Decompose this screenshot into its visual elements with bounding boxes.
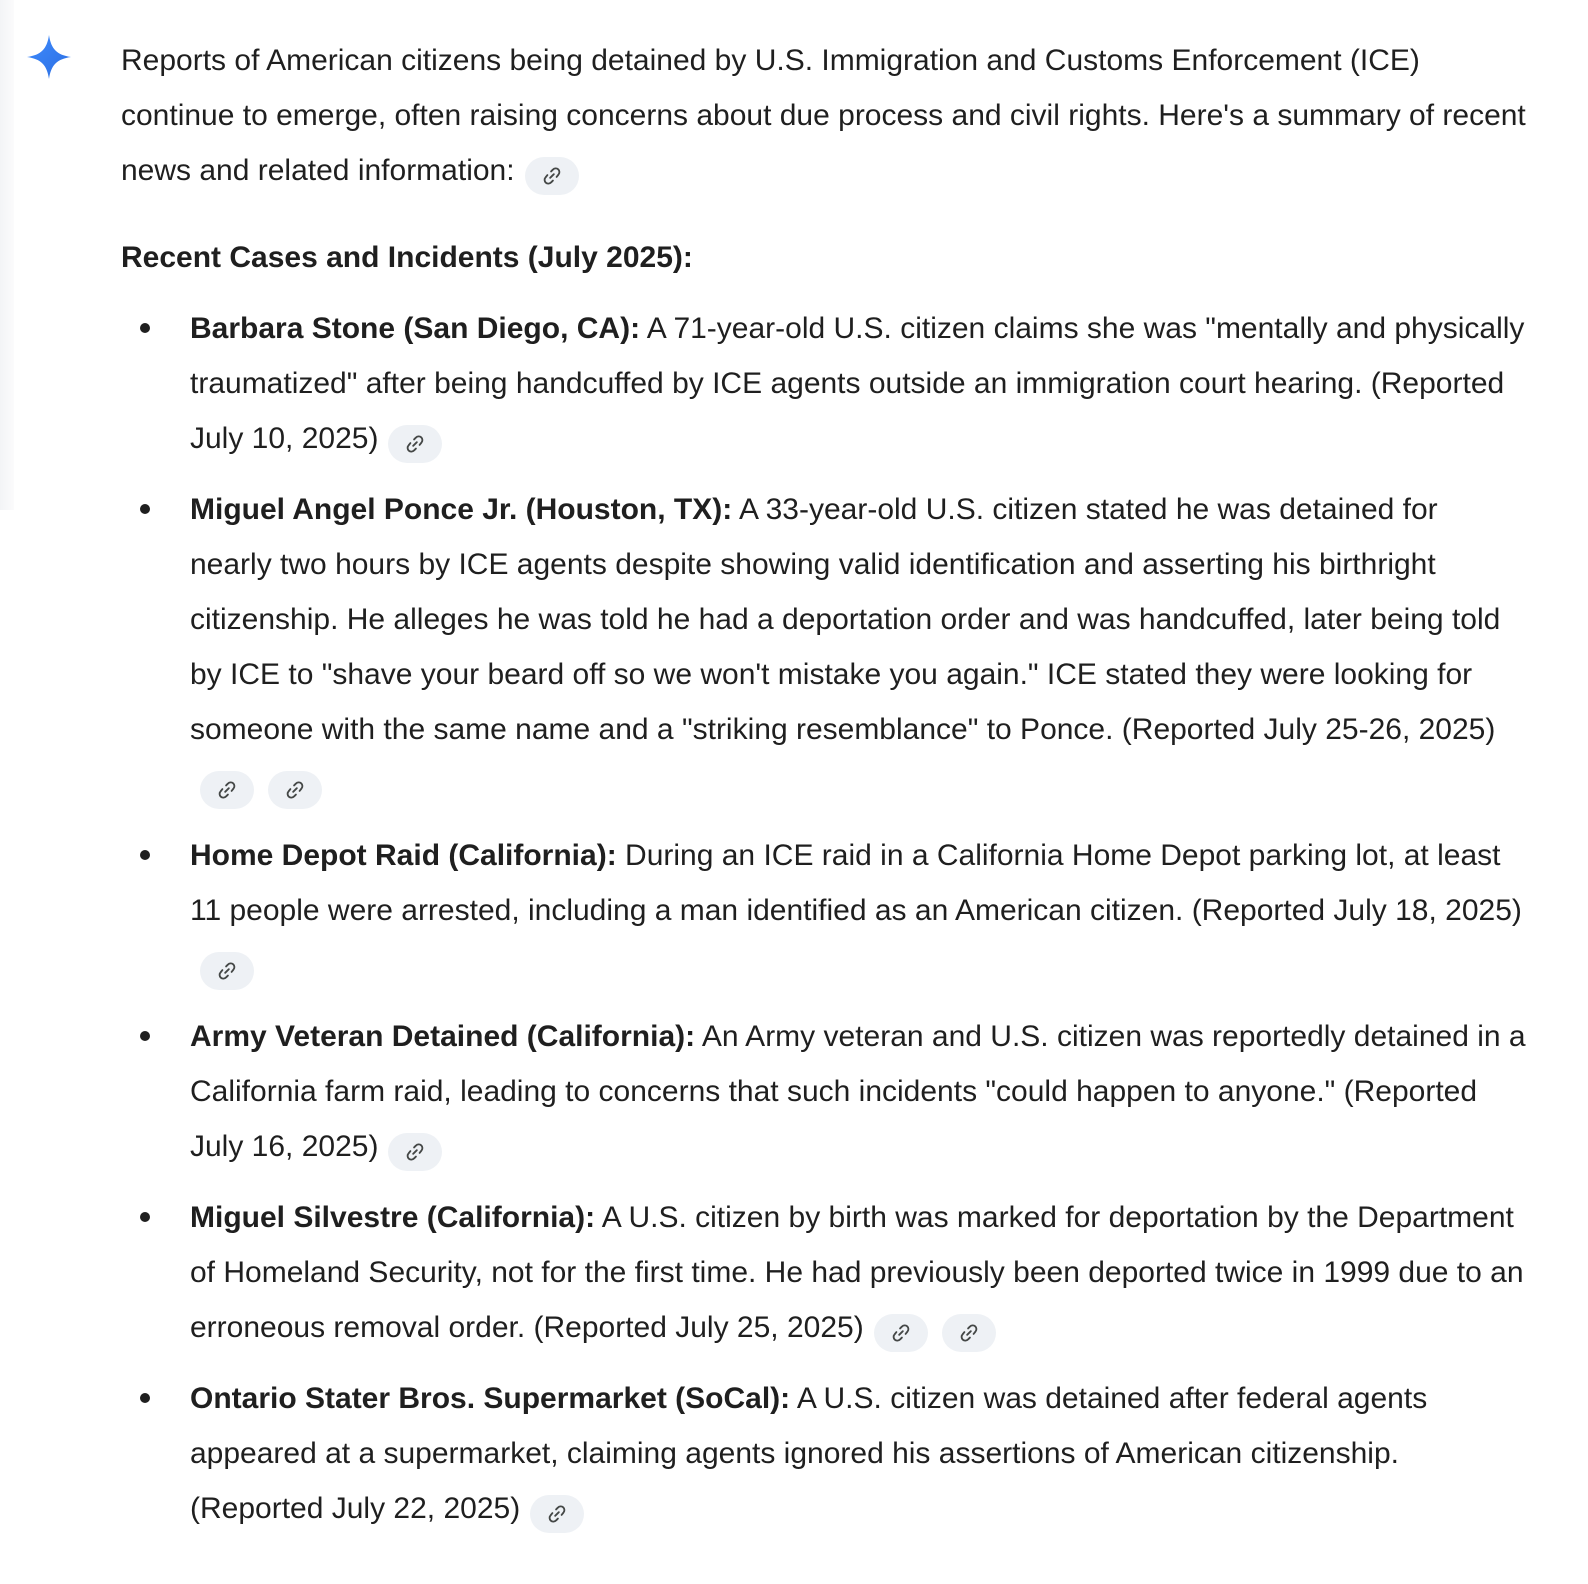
list-item (190, 301, 1526, 466)
case-title: Ontario Stater Bros. Supermarket (SoCal): (190, 1382, 791, 1415)
case-title: Barbara Stone (San Diego, CA): (190, 312, 641, 345)
case-title: Home Depot Raid (California): (190, 839, 617, 872)
section-heading: Recent Cases and Incidents (July 2025): (121, 241, 693, 274)
case-title: Army Veteran Detained (California): (190, 1020, 696, 1053)
left-edge-shade (0, 0, 14, 510)
case-description: A U.S. citizen was detained after federal agents appeared at a supermarket, claiming agents ignored his assertions of American citizenship. (Reported July 22, 2025) (190, 1382, 1428, 1525)
citation-link-button[interactable] (388, 425, 442, 463)
bullet-point (140, 504, 150, 514)
intro-text: Reports of American citizens being detained by U.S. Immigration and Customs Enforcement (ICE) continue to emerge, often raising concerns about due process and civil rights. Here's a summary of recent news and related information: (121, 44, 1526, 187)
bullet-point (140, 1212, 150, 1222)
case-description: During an ICE raid in a California Home Depot parking lot, at least 11 people were arrested, including a man identified as an American citizen. (Reported July 18, 2025) (190, 839, 1522, 927)
citation-link-button[interactable] (525, 157, 579, 195)
list-item (190, 1009, 1526, 1174)
intro-paragraph (121, 33, 1526, 198)
case-description: An Army veteran and U.S. citizen was reportedly detained in a California farm raid, leading to concerns that such incidents "could happen to anyone." (Reported July 16, 2025) (190, 1020, 1526, 1163)
link-icon (216, 779, 238, 801)
citation-link-button[interactable] (874, 1314, 928, 1352)
gemini-sparkle-icon (25, 33, 73, 81)
link-icon (958, 1322, 980, 1344)
citation-link-button[interactable] (200, 771, 254, 809)
link-icon (216, 960, 238, 982)
list-item (190, 1190, 1526, 1355)
case-title: Miguel Silvestre (California): (190, 1201, 596, 1234)
link-icon (404, 433, 426, 455)
list-item (190, 1371, 1526, 1536)
link-icon (541, 165, 563, 187)
response-body (121, 33, 1526, 1552)
citation-link-button[interactable] (388, 1133, 442, 1171)
citation-link-button[interactable] (268, 771, 322, 809)
bullet-point (140, 323, 150, 333)
case-description: A U.S. citizen by birth was marked for deportation by the Department of Homeland Security, not for the first time. He had previously been deported twice in 1999 due to an erroneous removal order. (Reported July 25, 2025) (190, 1201, 1524, 1344)
bullet-point (140, 1031, 150, 1041)
link-icon (890, 1322, 912, 1344)
bullet-point (140, 1393, 150, 1403)
citation-link-button[interactable] (942, 1314, 996, 1352)
case-description: A 71-year-old U.S. citizen claims she was "mentally and physically traumatized" after being handcuffed by ICE agents outside an immigration court hearing. (Reported July 10, 2025) (190, 312, 1525, 455)
citation-link-button[interactable] (530, 1495, 584, 1533)
link-icon (284, 779, 306, 801)
citation-link-button[interactable] (200, 952, 254, 990)
cases-list (121, 301, 1526, 1536)
bullet-point (140, 850, 150, 860)
list-item (190, 482, 1526, 812)
case-title: Miguel Angel Ponce Jr. (Houston, TX): (190, 493, 733, 526)
case-description: A 33-year-old U.S. citizen stated he was detained for nearly two hours by ICE agents despite showing valid identification and asserting his birthright citizenship. He alleges he was told he had a deportation order and was handcuffed, later being told by ICE to "shave your beard off so we won't mistake you again." ICE stated they were looking for someone with the same name and a "striking resemblance" to Ponce. (Reported July 25-26, 2025) (190, 493, 1501, 746)
link-icon (404, 1141, 426, 1163)
list-item (190, 828, 1526, 993)
link-icon (546, 1503, 568, 1525)
